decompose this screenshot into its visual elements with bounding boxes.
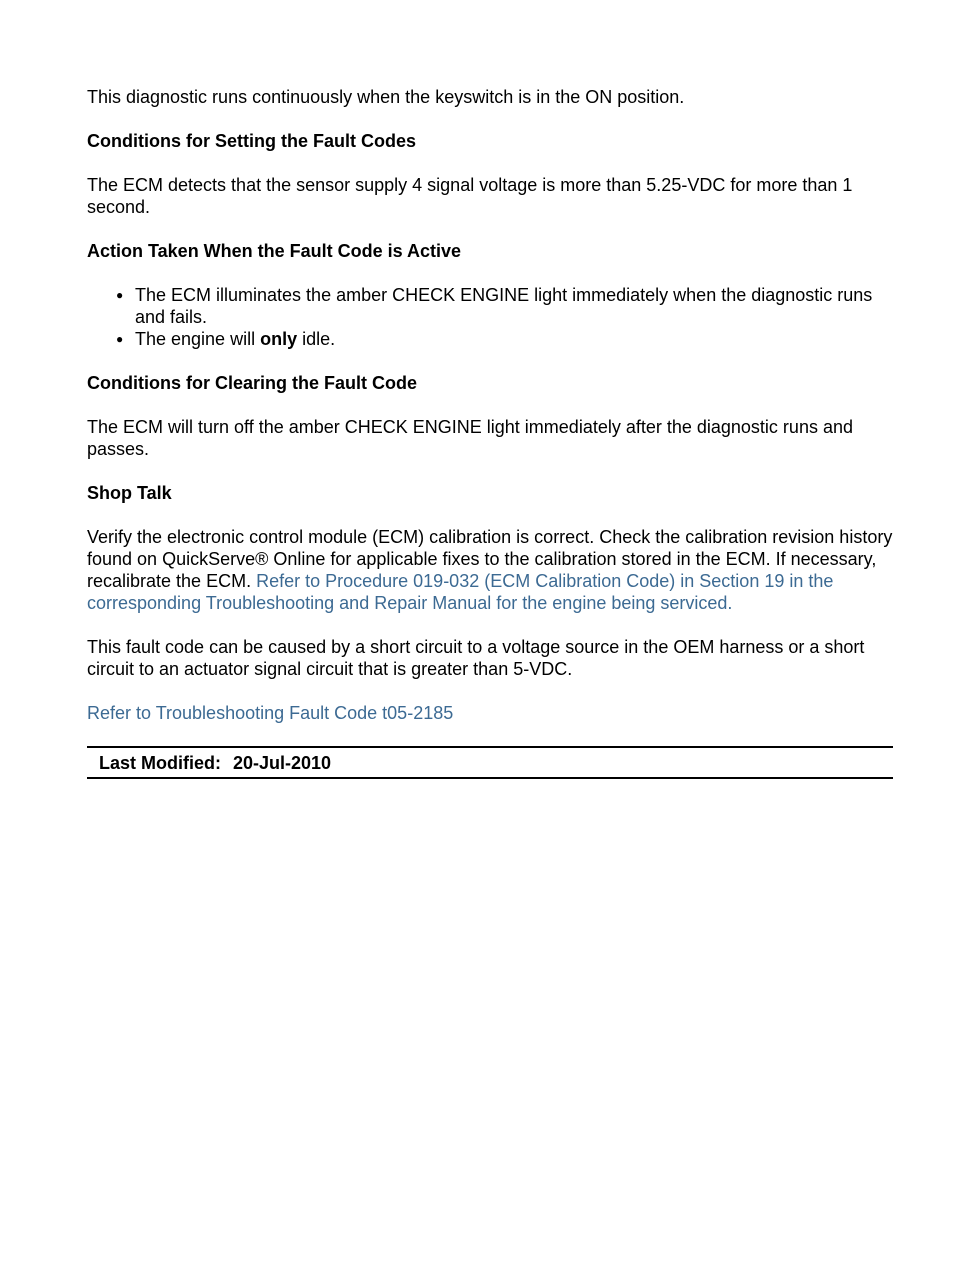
- clearing-text: The ECM will turn off the amber CHECK ENGINE light immediately after the diagnostic runs and passes.: [87, 417, 853, 459]
- refer-paragraph: [87, 702, 893, 724]
- bullet-icon: ●: [116, 332, 124, 346]
- last-modified-date: 20-Jul-2010: [233, 752, 332, 773]
- action-list: [87, 284, 893, 350]
- last-modified-bar: [87, 746, 893, 779]
- last-modified-label: Last Modified:: [99, 752, 221, 773]
- shop-talk-heading: Shop Talk: [87, 483, 172, 503]
- procedure-link[interactable]: Refer to Procedure 019-032 (ECM Calibration Code) in Section 19 in the corresponding Troubleshooting and Repair Manual for the engine being serviced.: [87, 571, 834, 613]
- action-bullet-1: The ECM illuminates the amber CHECK ENGINE light immediately when the diagnostic runs and fails.: [135, 285, 873, 327]
- setting-heading: Conditions for Setting the Fault Codes: [87, 131, 416, 151]
- list-item: [116, 284, 893, 328]
- setting-text: The ECM detects that the sensor supply 4 signal voltage is more than 5.25-VDC for more than 1 second.: [87, 175, 853, 217]
- action-heading: Action Taken When the Fault Code is Active: [87, 241, 462, 261]
- fault-code-link[interactable]: Refer to Troubleshooting Fault Code t05-2185: [87, 703, 454, 723]
- shop-talk-paragraph-1: [87, 526, 893, 614]
- shop-talk-paragraph-2: This fault code can be caused by a short circuit to a voltage source in the OEM harness or a short circuit to an actuator signal circuit that is greater than 5-VDC.: [87, 637, 865, 679]
- action-bullet-2-bold: only: [260, 329, 298, 349]
- intro-text: This diagnostic runs continuously when the keyswitch is in the ON position.: [87, 87, 685, 107]
- list-item: [116, 328, 893, 350]
- action-bullet-2-post: idle.: [297, 329, 336, 349]
- action-bullet-2-pre: The engine will: [135, 329, 261, 349]
- clearing-heading: Conditions for Clearing the Fault Code: [87, 373, 417, 393]
- document-page: [87, 86, 893, 779]
- bullet-icon: ●: [116, 288, 124, 302]
- shop-talk-text: Verify the electronic control module (ECM) calibration is correct. Check the calibration revision history found on QuickServe® Online for applicable fixes to the calibration stored in the ECM. If necessary, recalibrate the ECM.: [87, 527, 893, 591]
